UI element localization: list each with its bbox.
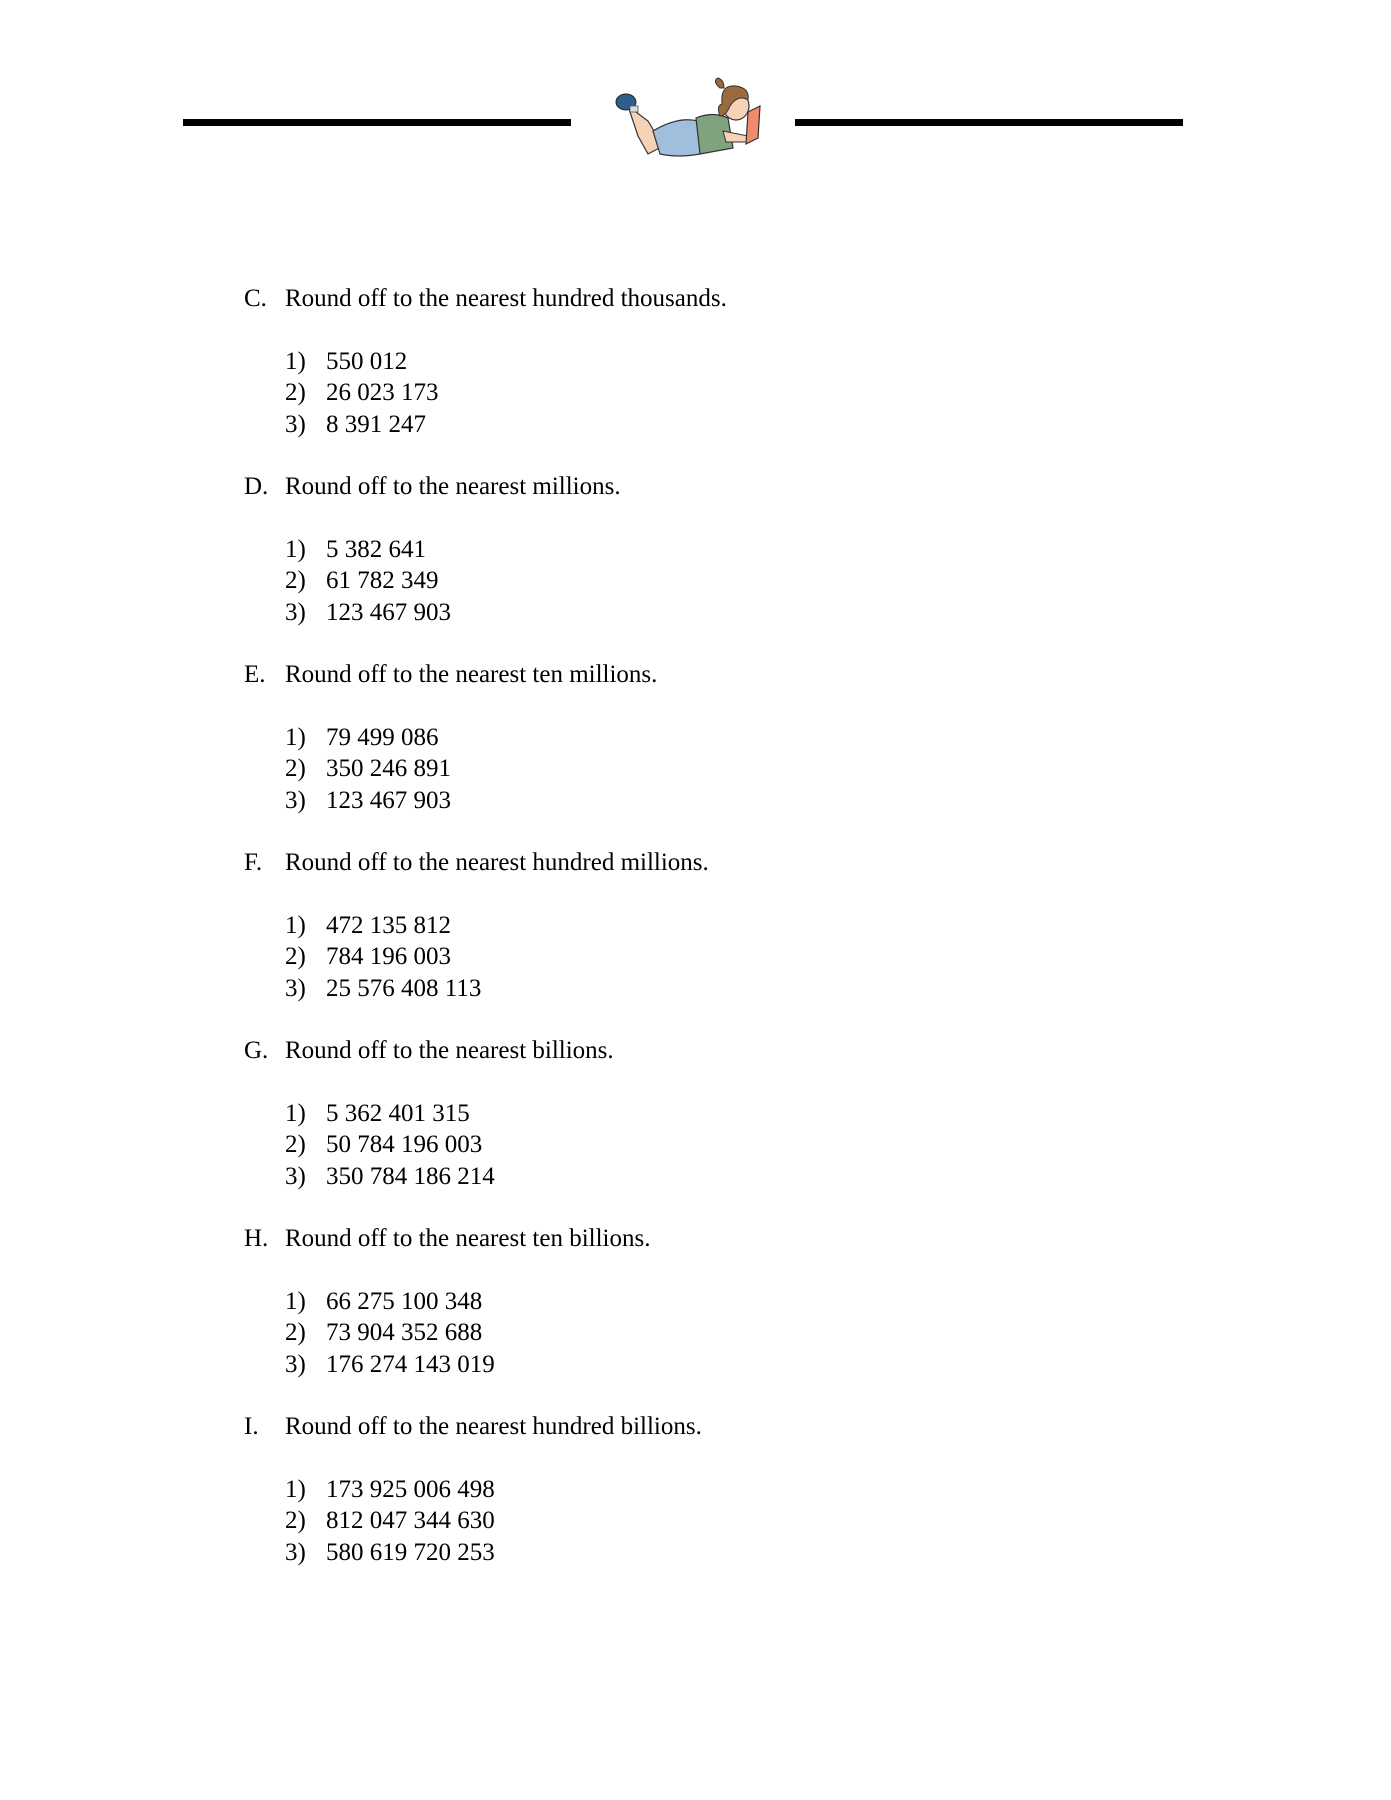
- exercise-items: [244, 1098, 1144, 1193]
- item-number: 3): [285, 1162, 306, 1190]
- exercise-item: [244, 910, 1144, 942]
- exercise-item: [244, 534, 1144, 566]
- item-number: 2): [285, 1131, 306, 1158]
- item-value: 550 012: [326, 347, 408, 375]
- exercise-letter: C.: [244, 285, 267, 312]
- exercise-item: [244, 1129, 1144, 1161]
- exercise-item: [244, 1474, 1144, 1506]
- item-value: 472 135 812: [326, 911, 451, 939]
- exercise-item: [244, 1098, 1144, 1130]
- exercise-item: [244, 753, 1144, 785]
- exercise-items: [244, 910, 1144, 1005]
- item-number: 2): [285, 1507, 306, 1534]
- exercise-item: [244, 941, 1144, 973]
- item-value: 50 784 196 003: [326, 1131, 483, 1158]
- exercise-instruction: Round off to the nearest hundred billions.: [285, 1413, 702, 1440]
- item-value: 66 275 100 348: [326, 1287, 483, 1315]
- item-number: 3): [285, 598, 306, 626]
- item-number: 1): [285, 1287, 306, 1315]
- exercise-item: [244, 346, 1144, 378]
- item-number: 1): [285, 723, 306, 751]
- exercise-item: [244, 565, 1144, 597]
- exercise-instruction: Round off to the nearest ten millions.: [285, 661, 658, 688]
- item-value: 5 382 641: [326, 535, 426, 563]
- item-value: 173 925 006 498: [326, 1475, 495, 1503]
- exercise-item: [244, 1161, 1144, 1193]
- item-number: 3): [285, 1538, 306, 1566]
- item-value: 123 467 903: [326, 598, 451, 626]
- exercise-letter: F.: [244, 849, 263, 876]
- item-number: 1): [285, 1475, 306, 1503]
- item-number: 3): [285, 410, 306, 438]
- exercise-item: [244, 409, 1144, 441]
- exercise-instruction: Round off to the nearest billions.: [285, 1037, 614, 1064]
- exercise-item: [244, 1286, 1144, 1318]
- item-value: 176 274 143 019: [326, 1350, 495, 1378]
- item-number: 2): [285, 567, 306, 594]
- exercise-heading: [244, 471, 1144, 503]
- exercise-heading: [244, 1411, 1144, 1443]
- item-number: 1): [285, 535, 306, 563]
- exercise-items: [244, 346, 1144, 441]
- item-number: 2): [285, 379, 306, 406]
- item-value: 580 619 720 253: [326, 1538, 495, 1566]
- item-number: 1): [285, 911, 306, 939]
- item-value: 25 576 408 113: [326, 974, 482, 1002]
- exercise-item: [244, 597, 1144, 629]
- item-value: 26 023 173: [326, 379, 439, 406]
- exercise-items: [244, 722, 1144, 817]
- reading-girl-illustration: [608, 76, 780, 164]
- item-number: 2): [285, 1319, 306, 1346]
- item-value: 5 362 401 315: [326, 1099, 470, 1127]
- exercise-item: [244, 377, 1144, 409]
- exercise-item: [244, 722, 1144, 754]
- exercise-items: [244, 534, 1144, 629]
- exercise-item: [244, 1537, 1144, 1569]
- exercise-letter: E.: [244, 661, 266, 688]
- item-value: 61 782 349: [326, 567, 439, 594]
- item-value: 8 391 247: [326, 410, 426, 438]
- exercise-item: [244, 1505, 1144, 1537]
- exercise-letter: G.: [244, 1037, 269, 1064]
- item-value: 812 047 344 630: [326, 1507, 495, 1534]
- exercise-items: [244, 1474, 1144, 1569]
- exercise-item: [244, 1317, 1144, 1349]
- exercise-instruction: Round off to the nearest ten billions.: [285, 1225, 651, 1252]
- exercise-section: [244, 471, 1144, 628]
- item-number: 1): [285, 347, 306, 375]
- item-number: 1): [285, 1099, 306, 1127]
- exercise-heading: [244, 1223, 1144, 1255]
- exercise-items: [244, 1286, 1144, 1381]
- exercise-letter: H.: [244, 1225, 269, 1252]
- exercise-section: [244, 1035, 1144, 1192]
- exercise-heading: [244, 1035, 1144, 1067]
- exercise-heading: [244, 847, 1144, 879]
- exercise-instruction: Round off to the nearest millions.: [285, 473, 621, 500]
- exercise-item: [244, 1349, 1144, 1381]
- item-value: 73 904 352 688: [326, 1319, 483, 1346]
- worksheet-content: [244, 283, 1144, 1599]
- exercise-letter: I.: [244, 1413, 259, 1440]
- exercise-instruction: Round off to the nearest hundred millions.: [285, 849, 709, 876]
- exercise-section: [244, 847, 1144, 1004]
- item-value: 784 196 003: [326, 943, 451, 970]
- header-rule-right: [795, 119, 1183, 126]
- exercise-heading: [244, 659, 1144, 691]
- item-value: 350 246 891: [326, 755, 451, 782]
- item-number: 2): [285, 755, 306, 782]
- item-number: 3): [285, 974, 306, 1002]
- item-number: 2): [285, 943, 306, 970]
- item-value: 350 784 186 214: [326, 1162, 495, 1190]
- exercise-section: [244, 283, 1144, 440]
- item-number: 3): [285, 1350, 306, 1378]
- exercise-heading: [244, 283, 1144, 315]
- exercise-item: [244, 785, 1144, 817]
- header-rule-left: [183, 119, 571, 126]
- exercise-item: [244, 973, 1144, 1005]
- exercise-section: [244, 659, 1144, 816]
- exercise-letter: D.: [244, 473, 269, 500]
- item-value: 79 499 086: [326, 723, 439, 751]
- exercise-section: [244, 1223, 1144, 1380]
- exercise-instruction: Round off to the nearest hundred thousands.: [285, 285, 727, 312]
- item-value: 123 467 903: [326, 786, 451, 814]
- exercise-section: [244, 1411, 1144, 1568]
- item-number: 3): [285, 786, 306, 814]
